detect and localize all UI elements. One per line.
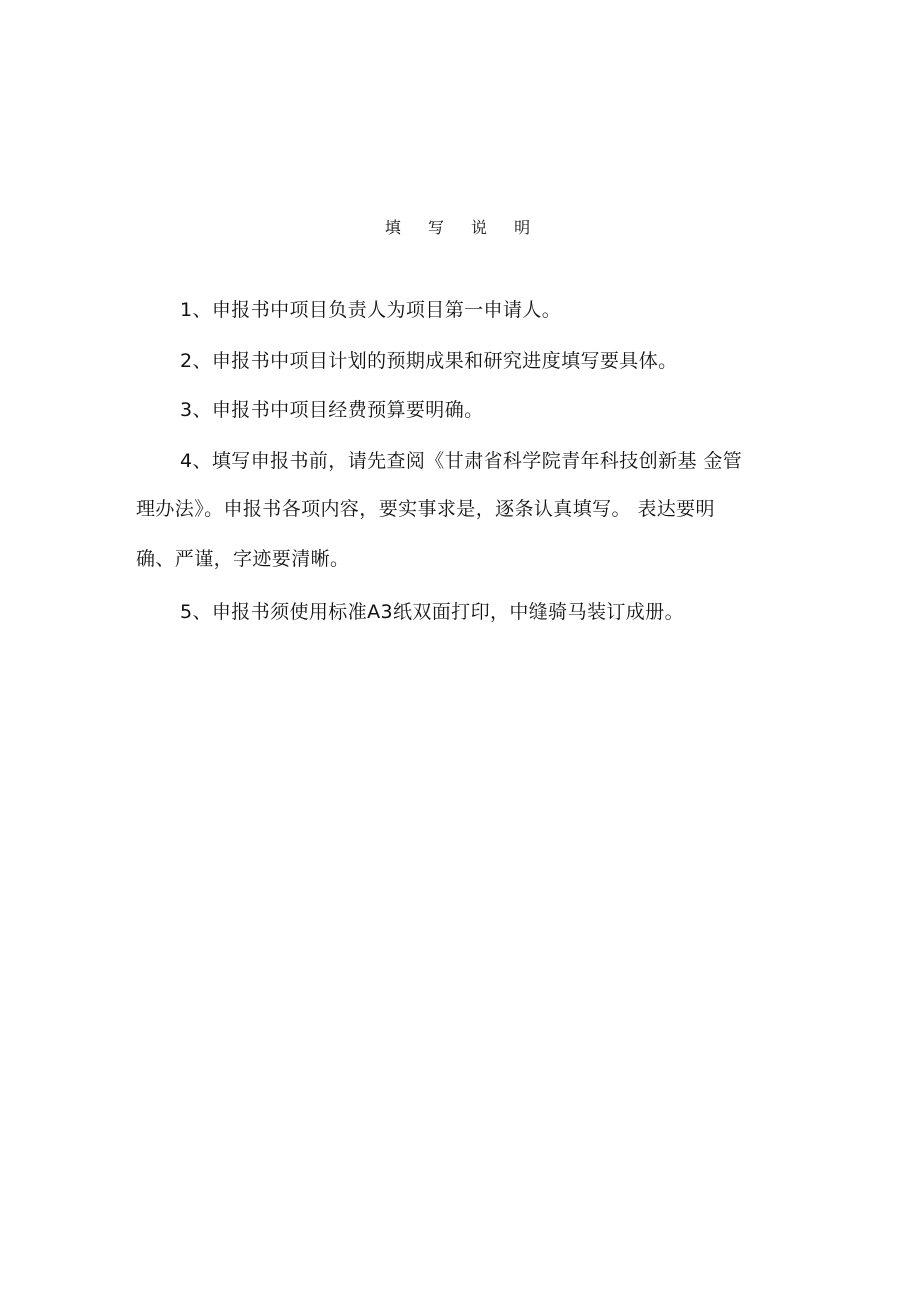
instruction-item-2: 2、申报书中项目计划的预期成果和研究进度填写要具体。 xyxy=(180,350,678,372)
instruction-item-1: 1、申报书中项目负责人为项目第一申请人。 xyxy=(180,299,562,321)
instruction-item-5: 5、申报书须使用标准A3纸双面打印，中缝骑马装订成册。 xyxy=(180,601,684,623)
instruction-item-4-line-2: 理办法》。申报书各项内容，要实事求是，逐条认真填写。 表达要明 xyxy=(136,498,715,520)
document-title: 填 写 说 明 xyxy=(384,218,542,237)
instruction-item-4-line-1: 4、填写申报书前，请先查阅《甘肃省科学院青年科技创新基 金管 xyxy=(180,450,743,472)
instruction-item-4-line-3: 确、严谨，字迹要清晰。 xyxy=(136,548,350,570)
instruction-item-3: 3、申报书中项目经费预算要明确。 xyxy=(180,399,484,421)
